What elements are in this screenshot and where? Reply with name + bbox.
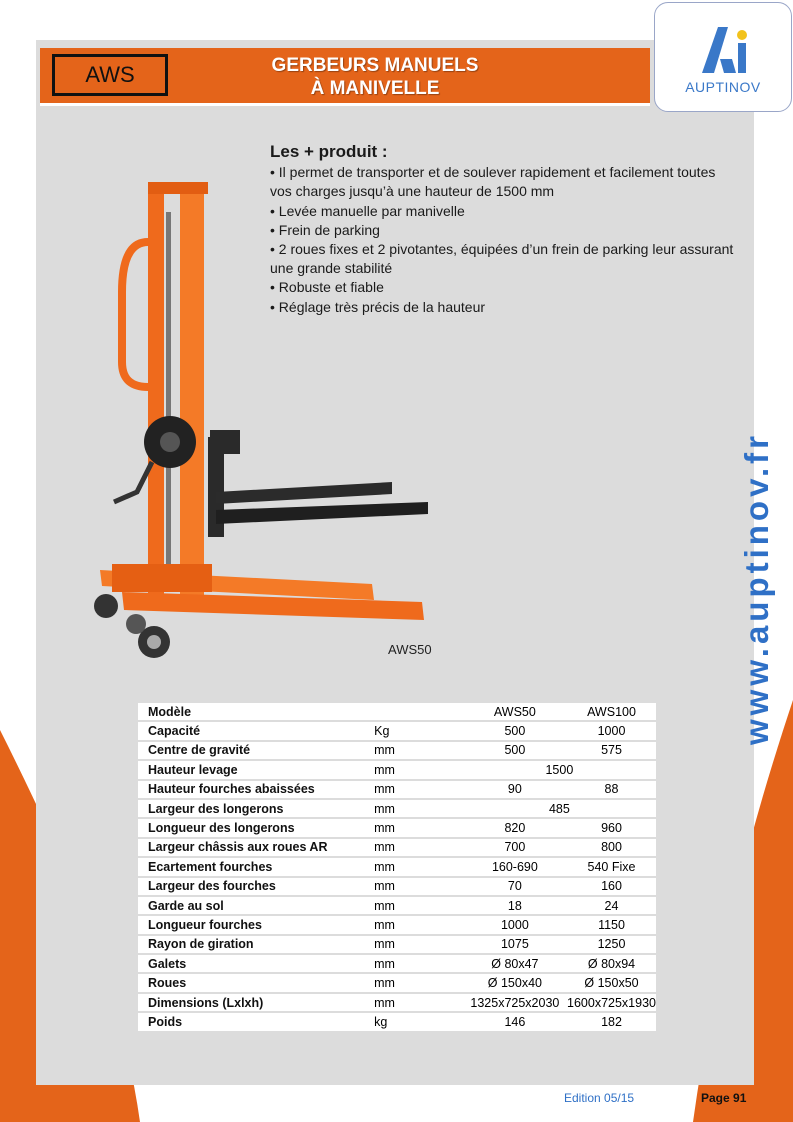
website-url[interactable]: www.auptinov.fr <box>738 432 775 745</box>
table-row <box>138 955 656 972</box>
table-row <box>138 974 656 991</box>
row-unit: mm <box>356 839 463 856</box>
header-unit <box>356 703 463 720</box>
row-unit: mm <box>356 819 463 836</box>
table-row <box>138 916 656 933</box>
row-value-2: Ø 150x50 <box>567 974 656 991</box>
row-value-2: Ø 80x94 <box>567 955 656 972</box>
table-row <box>138 742 656 759</box>
page-number: Page 91 <box>701 1091 747 1105</box>
row-label: Poids <box>138 1013 356 1030</box>
row-value-2: 1250 <box>567 936 656 953</box>
feature-item: • 2 roues fixes et 2 pivotantes, équipées d’un frein de parking leur assurant une grande stabilité <box>270 241 734 277</box>
row-value-1: 1075 <box>463 936 567 953</box>
header-label: Modèle <box>138 703 356 720</box>
row-unit: mm <box>356 955 463 972</box>
row-value-1: 700 <box>463 839 567 856</box>
row-label: Longueur fourches <box>138 916 356 933</box>
product-code: AWS <box>85 62 135 87</box>
row-unit: mm <box>356 916 463 933</box>
table-row <box>138 994 656 1011</box>
row-unit: mm <box>356 781 463 798</box>
row-label: Largeur châssis aux roues AR <box>138 839 356 856</box>
table-row <box>138 800 656 817</box>
row-unit: mm <box>356 897 463 914</box>
row-value-1: 160-690 <box>463 858 567 875</box>
row-value-1: 146 <box>463 1013 567 1030</box>
row-label: Garde au sol <box>138 897 356 914</box>
page-title-line2: À MANIVELLE <box>310 78 440 99</box>
row-unit: Kg <box>356 722 463 739</box>
row-value-2: 88 <box>567 781 656 798</box>
row-label: Largeur des longerons <box>138 800 356 817</box>
table-row <box>138 897 656 914</box>
table-row <box>138 839 656 856</box>
row-value-2: 1000 <box>567 722 656 739</box>
row-unit: mm <box>356 858 463 875</box>
feature-item: • Réglage très précis de la hauteur <box>270 298 486 315</box>
row-unit: mm <box>356 994 463 1011</box>
row-label: Roues <box>138 974 356 991</box>
table-row <box>138 878 656 895</box>
page-title <box>220 54 530 100</box>
row-unit: mm <box>356 974 463 991</box>
logo-card <box>654 2 792 112</box>
row-value-2: 1600x725x1930 <box>567 995 656 1010</box>
image-caption: AWS50 <box>388 642 432 657</box>
feature-item: • Il permet de transporter et de soulever rapidement et facilement toutes vos charges jusqu’à une hauteur de 1500 mm <box>270 164 716 200</box>
row-value-2: 540 Fixe <box>567 858 656 875</box>
table-header-row <box>138 703 656 720</box>
row-value-2: 1150 <box>567 916 656 933</box>
table-row <box>138 781 656 798</box>
features-title: Les + produit : <box>270 142 388 161</box>
row-label: Hauteur levage <box>138 761 356 778</box>
page-title-line1: GERBEURS MANUELS <box>271 55 479 76</box>
table-row <box>138 936 656 953</box>
row-unit: mm <box>356 878 463 895</box>
row-value-2: 182 <box>567 1013 656 1030</box>
table-row <box>138 858 656 875</box>
row-value-1: 500 <box>463 742 567 759</box>
row-value-2: 160 <box>567 878 656 895</box>
row-value-2: 575 <box>567 742 656 759</box>
row-unit: mm <box>356 742 463 759</box>
logo-text: AUPTINOV <box>685 79 761 95</box>
row-label: Largeur des fourches <box>138 878 356 895</box>
header-model-2: AWS100 <box>567 703 656 720</box>
banner-underline <box>40 103 650 106</box>
row-label: Hauteur fourches abaissées <box>138 781 356 798</box>
table-row <box>138 819 656 836</box>
row-label: Capacité <box>138 722 356 739</box>
header-model-1: AWS50 <box>463 703 567 720</box>
feature-item: • Robuste et fiable <box>270 279 384 296</box>
row-value-2: 24 <box>567 897 656 914</box>
row-value-1: 1000 <box>463 916 567 933</box>
row-value-1: Ø 80x47 <box>463 955 567 972</box>
table-row <box>138 1013 656 1030</box>
product-code-box <box>52 54 168 96</box>
spec-table <box>138 701 656 1033</box>
row-value-1: 820 <box>463 819 567 836</box>
row-label: Dimensions (Lxlxh) <box>138 994 356 1011</box>
row-label: Rayon de giration <box>138 936 356 953</box>
row-label: Centre de gravité <box>138 742 356 759</box>
row-value-1: 90 <box>463 781 567 798</box>
row-value-merged: 485 <box>463 800 656 817</box>
row-value-1: 1325x725x2030 <box>463 994 567 1011</box>
row-value-2: 800 <box>567 839 656 856</box>
table-row <box>138 761 656 778</box>
row-value-merged: 1500 <box>463 761 656 778</box>
table-row <box>138 722 656 739</box>
row-value-1: Ø 150x40 <box>463 974 567 991</box>
row-label: Longueur des longerons <box>138 819 356 836</box>
feature-item: • Levée manuelle par manivelle <box>270 202 465 219</box>
row-unit: mm <box>356 761 463 778</box>
row-value-1: 500 <box>463 722 567 739</box>
edition-label: Edition 05/15 <box>564 1091 635 1105</box>
row-value-2: 960 <box>567 819 656 836</box>
row-label: Ecartement fourches <box>138 858 356 875</box>
row-value-1: 70 <box>463 878 567 895</box>
row-value-1: 18 <box>463 897 567 914</box>
row-label: Galets <box>138 955 356 972</box>
auptinov-logo-icon <box>684 17 764 81</box>
row-unit: kg <box>356 1013 463 1030</box>
row-unit: mm <box>356 936 463 953</box>
manual-stacker-image <box>92 172 438 662</box>
feature-item: • Frein de parking <box>270 221 380 238</box>
row-unit: mm <box>356 800 463 817</box>
